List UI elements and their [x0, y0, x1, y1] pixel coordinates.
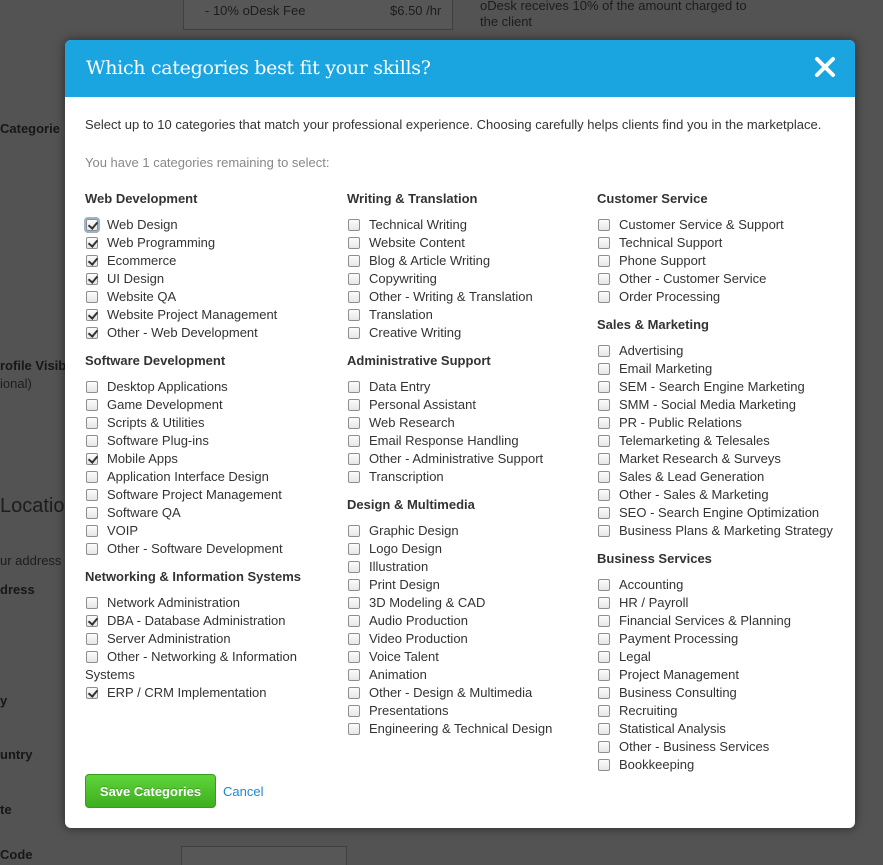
checkbox-unchecked[interactable] [598, 687, 610, 699]
category-option-label: Recruiting [619, 703, 678, 718]
category-option-label: Technical Writing [369, 217, 468, 232]
checkbox-unchecked[interactable] [598, 399, 610, 411]
category-option[interactable] [597, 504, 847, 522]
category-option[interactable] [347, 630, 587, 648]
category-option-label: Engineering & Technical Design [369, 721, 553, 736]
category-option[interactable] [597, 738, 847, 756]
checkbox-unchecked[interactable] [86, 381, 98, 393]
checkbox-unchecked[interactable] [348, 723, 360, 735]
category-option[interactable] [597, 414, 847, 432]
category-option[interactable] [597, 702, 847, 720]
category-option-label: Print Design [369, 577, 440, 592]
category-option-label: Application Interface Design [107, 469, 269, 484]
category-group-title: Networking & Information Systems [85, 569, 301, 584]
checkbox-unchecked[interactable] [598, 651, 610, 663]
checkbox-unchecked[interactable] [598, 579, 610, 591]
category-option[interactable] [85, 216, 325, 234]
category-group [347, 496, 587, 738]
checkbox-unchecked[interactable] [86, 633, 98, 645]
checkbox-unchecked[interactable] [598, 507, 610, 519]
category-option-label: Web Programming [107, 235, 216, 250]
category-option[interactable] [597, 666, 847, 684]
category-option-label: Business Plans & Marketing Strategy [619, 523, 833, 538]
checkbox-unchecked[interactable] [598, 435, 610, 447]
checkbox-unchecked[interactable] [598, 597, 610, 609]
category-option-label: Market Research & Surveys [619, 451, 781, 466]
checkbox-unchecked[interactable] [348, 561, 360, 573]
checkbox-unchecked[interactable] [348, 471, 360, 483]
checkbox-unchecked[interactable] [598, 471, 610, 483]
categories-dialog [65, 40, 855, 828]
checkbox-unchecked[interactable] [348, 543, 360, 555]
checkbox-unchecked[interactable] [598, 417, 610, 429]
category-option-label: Logo Design [369, 541, 442, 556]
checkbox-unchecked[interactable] [348, 579, 360, 591]
category-option-label: Web Research [369, 415, 455, 430]
category-group [597, 550, 847, 774]
category-option-label: Payment Processing [619, 631, 739, 646]
checkbox-unchecked[interactable] [598, 381, 610, 393]
checkbox-unchecked[interactable] [348, 597, 360, 609]
checkbox-unchecked[interactable] [348, 525, 360, 537]
category-option-label: Network Administration [107, 595, 240, 610]
category-option[interactable] [597, 234, 847, 252]
checkbox-unchecked[interactable] [348, 669, 360, 681]
checkbox-unchecked[interactable] [598, 291, 610, 303]
category-option[interactable] [347, 540, 587, 558]
category-option-label: Bookkeeping [619, 757, 695, 772]
checkbox-unchecked[interactable] [86, 417, 98, 429]
checkbox-unchecked[interactable] [348, 435, 360, 447]
category-option[interactable] [347, 216, 587, 234]
category-option[interactable] [85, 450, 325, 468]
category-option-label: Legal [619, 649, 651, 664]
checkbox-unchecked[interactable] [598, 741, 610, 753]
category-option-label: Voice Talent [369, 649, 439, 664]
category-option-label: Other - Design & Multimedia [369, 685, 533, 700]
category-option-label: Other - Sales & Marketing [619, 487, 769, 502]
category-option[interactable] [85, 540, 325, 558]
checkbox-unchecked[interactable] [86, 651, 98, 663]
checkbox-checked[interactable] [86, 453, 98, 465]
category-option-label: Animation [369, 667, 427, 682]
category-group [597, 190, 847, 306]
checkbox-unchecked[interactable] [598, 705, 610, 717]
checkbox-unchecked[interactable] [348, 309, 360, 321]
checkbox-unchecked[interactable] [348, 327, 360, 339]
category-option-label: Translation [369, 307, 433, 322]
category-column-1 [85, 190, 325, 712]
category-option[interactable] [347, 612, 587, 630]
remaining-count: You have 1 categories remaining to select: [85, 155, 330, 170]
category-option[interactable] [85, 432, 325, 450]
category-option[interactable] [597, 576, 847, 594]
category-option-label: SEM - Search Engine Marketing [619, 379, 805, 394]
category-group [347, 190, 587, 342]
checkbox-unchecked[interactable] [348, 273, 360, 285]
checkbox-unchecked[interactable] [598, 363, 610, 375]
category-option-label: Sales & Lead Generation [619, 469, 765, 484]
category-option-label: Other - Customer Service [619, 271, 767, 286]
category-option[interactable] [597, 612, 847, 630]
category-option-label: Audio Production [369, 613, 469, 628]
category-option[interactable] [597, 252, 847, 270]
category-option-label: Other - Business Services [619, 739, 770, 754]
category-group [85, 352, 325, 558]
category-option-label: Illustration [369, 559, 429, 574]
category-option[interactable] [347, 666, 587, 684]
category-option-label: Ecommerce [107, 253, 177, 268]
checkbox-unchecked[interactable] [86, 291, 98, 303]
checkbox-unchecked[interactable] [598, 273, 610, 285]
category-option[interactable] [347, 594, 587, 612]
category-option-label: Order Processing [619, 289, 721, 304]
category-option-label: Data Entry [369, 379, 431, 394]
category-option-label: Project Management [619, 667, 739, 682]
category-group-title: Sales & Marketing [597, 317, 709, 332]
category-option-label: Other - Software Development [107, 541, 283, 556]
category-option-label: Scripts & Utilities [107, 415, 205, 430]
category-option-label: Website QA [107, 289, 177, 304]
category-option-label: Transcription [369, 469, 444, 484]
checkbox-unchecked[interactable] [348, 399, 360, 411]
category-option[interactable] [597, 432, 847, 450]
category-option[interactable] [85, 648, 325, 684]
category-option[interactable] [85, 324, 325, 342]
checkbox-unchecked[interactable] [348, 237, 360, 249]
checkbox-unchecked[interactable] [86, 435, 98, 447]
checkbox-unchecked[interactable] [86, 471, 98, 483]
category-option-label: Copywriting [369, 271, 437, 286]
category-option-label: Phone Support [619, 253, 706, 268]
checkbox-unchecked[interactable] [86, 597, 98, 609]
category-option-label: Software Plug-ins [107, 433, 209, 448]
category-option-label: Statistical Analysis [619, 721, 726, 736]
checkbox-unchecked[interactable] [598, 255, 610, 267]
category-option[interactable] [85, 252, 325, 270]
checkbox-unchecked[interactable] [86, 543, 98, 555]
checkbox-unchecked[interactable] [598, 345, 610, 357]
category-option-label: Presentations [369, 703, 449, 718]
category-option[interactable] [347, 522, 587, 540]
category-option[interactable] [347, 576, 587, 594]
category-option-label: Business Consulting [619, 685, 737, 700]
category-option-label: Telemarketing & Telesales [619, 433, 770, 448]
cancel-link[interactable]: Cancel [223, 784, 264, 799]
category-option[interactable] [347, 468, 587, 486]
category-option-label: Personal Assistant [369, 397, 476, 412]
checkbox-checked[interactable] [86, 219, 98, 231]
checkbox-unchecked[interactable] [598, 525, 610, 537]
category-option-label: Other - Web Development [107, 325, 258, 340]
category-option[interactable] [347, 396, 587, 414]
checkbox-unchecked[interactable] [348, 687, 360, 699]
category-option[interactable] [347, 558, 587, 576]
checkbox-checked[interactable] [86, 237, 98, 249]
category-option-label: Graphic Design [369, 523, 459, 538]
category-option[interactable] [597, 630, 847, 648]
checkbox-checked[interactable] [86, 255, 98, 267]
category-option[interactable] [597, 468, 847, 486]
category-group-title: Business Services [597, 551, 712, 566]
category-option[interactable] [347, 702, 587, 720]
category-column-3 [597, 190, 847, 784]
category-group-title: Design & Multimedia [347, 497, 475, 512]
category-option-label: HR / Payroll [619, 595, 689, 610]
category-option[interactable] [85, 396, 325, 414]
category-option[interactable] [85, 234, 325, 252]
category-option[interactable] [597, 288, 847, 306]
category-option[interactable] [347, 432, 587, 450]
category-option[interactable] [85, 522, 325, 540]
checkbox-unchecked[interactable] [348, 453, 360, 465]
category-option[interactable] [597, 270, 847, 288]
dialog-header [65, 40, 855, 97]
category-option-label: Mobile Apps [107, 451, 178, 466]
category-option-label: Technical Support [619, 235, 723, 250]
checkbox-unchecked[interactable] [598, 723, 610, 735]
checkbox-unchecked[interactable] [348, 219, 360, 231]
save-categories-button[interactable]: Save Categories [85, 774, 216, 808]
category-option[interactable] [85, 630, 325, 648]
dialog-intro: Select up to 10 categories that match your professional experience. Choosing carefully helps clients find you in the marketplace. [85, 117, 822, 132]
category-option[interactable] [85, 378, 325, 396]
checkbox-unchecked[interactable] [598, 453, 610, 465]
category-option-label: Advertising [619, 343, 684, 358]
category-option-label: Software QA [107, 505, 181, 520]
category-column-2 [347, 190, 587, 748]
category-option[interactable] [347, 270, 587, 288]
category-option[interactable] [85, 594, 325, 612]
category-option-label: Website Content [369, 235, 465, 250]
category-option-label: Video Production [369, 631, 468, 646]
category-option[interactable] [597, 594, 847, 612]
checkbox-unchecked[interactable] [86, 399, 98, 411]
category-option-label: Server Administration [107, 631, 231, 646]
checkbox-checked[interactable] [86, 327, 98, 339]
checkbox-unchecked[interactable] [348, 633, 360, 645]
category-option[interactable] [347, 234, 587, 252]
checkbox-unchecked[interactable] [348, 651, 360, 663]
checkbox-unchecked[interactable] [348, 255, 360, 267]
category-option[interactable] [347, 684, 587, 702]
category-option[interactable] [347, 450, 587, 468]
category-option-label: Customer Service & Support [619, 217, 784, 232]
category-option[interactable] [85, 306, 325, 324]
checkbox-checked[interactable] [86, 615, 98, 627]
category-option[interactable] [597, 648, 847, 666]
category-option[interactable] [597, 342, 847, 360]
category-option[interactable] [347, 720, 587, 738]
category-option-label: SMM - Social Media Marketing [619, 397, 796, 412]
category-option[interactable] [597, 216, 847, 234]
category-group-title: Administrative Support [347, 353, 491, 368]
category-option[interactable] [347, 378, 587, 396]
category-option-label: Other - Writing & Translation [369, 289, 533, 304]
category-option-label: Software Project Management [107, 487, 282, 502]
category-option[interactable] [597, 486, 847, 504]
category-group-title: Customer Service [597, 191, 708, 206]
category-option-label: DBA - Database Administration [107, 613, 286, 628]
checkbox-unchecked[interactable] [598, 489, 610, 501]
category-option-label: Blog & Article Writing [369, 253, 491, 268]
category-option[interactable] [85, 486, 325, 504]
category-option[interactable] [597, 450, 847, 468]
category-option-label: Web Design [107, 217, 178, 232]
category-option[interactable] [85, 684, 325, 702]
category-option[interactable] [597, 396, 847, 414]
category-option-label: SEO - Search Engine Optimization [619, 505, 820, 520]
category-option[interactable] [597, 360, 847, 378]
checkbox-unchecked[interactable] [598, 633, 610, 645]
category-option[interactable] [597, 756, 847, 774]
category-option-label: Email Response Handling [369, 433, 519, 448]
category-option-label: VOIP [107, 523, 139, 538]
close-button[interactable] [813, 55, 837, 79]
category-option[interactable] [597, 684, 847, 702]
checkbox-unchecked[interactable] [86, 507, 98, 519]
category-group [347, 352, 587, 486]
category-group-title: Web Development [85, 191, 198, 206]
category-option-label: UI Design [107, 271, 165, 286]
category-option-label: Financial Services & Planning [619, 613, 791, 628]
checkbox-unchecked[interactable] [598, 759, 610, 771]
category-group-title: Software Development [85, 353, 226, 368]
checkbox-unchecked[interactable] [598, 615, 610, 627]
category-option[interactable] [347, 414, 587, 432]
category-group [85, 190, 325, 342]
category-group [85, 568, 325, 702]
category-option[interactable] [85, 414, 325, 432]
checkbox-checked[interactable] [86, 273, 98, 285]
category-option-label: ERP / CRM Implementation [107, 685, 267, 700]
checkbox-unchecked[interactable] [598, 219, 610, 231]
category-option[interactable] [85, 288, 325, 306]
category-group-title: Writing & Translation [347, 191, 478, 206]
category-option-label: Email Marketing [619, 361, 713, 376]
category-option[interactable] [85, 504, 325, 522]
category-option[interactable] [347, 324, 587, 342]
category-option-label: Website Project Management [107, 307, 278, 322]
dialog-title: Which categories best fit your skills? [86, 57, 431, 79]
category-option-label: Creative Writing [369, 325, 462, 340]
category-option-label: 3D Modeling & CAD [369, 595, 486, 610]
category-group [597, 316, 847, 540]
checkbox-unchecked[interactable] [348, 291, 360, 303]
checkbox-unchecked[interactable] [86, 489, 98, 501]
category-option[interactable] [597, 720, 847, 738]
category-option-label: Other - Administrative Support [369, 451, 544, 466]
close-icon [813, 55, 837, 79]
category-option[interactable] [85, 612, 325, 630]
checkbox-unchecked[interactable] [598, 237, 610, 249]
category-option[interactable] [347, 306, 587, 324]
category-option[interactable] [85, 468, 325, 486]
category-option[interactable] [347, 288, 587, 306]
category-option-label: Game Development [107, 397, 223, 412]
checkbox-unchecked[interactable] [348, 615, 360, 627]
category-option[interactable] [85, 270, 325, 288]
category-option-label: Other - Networking & Information Systems [85, 649, 298, 682]
checkbox-checked[interactable] [86, 309, 98, 321]
checkbox-unchecked[interactable] [348, 417, 360, 429]
checkbox-unchecked[interactable] [348, 381, 360, 393]
category-option-label: PR - Public Relations [619, 415, 742, 430]
category-option[interactable] [597, 378, 847, 396]
category-option-label: Accounting [619, 577, 684, 592]
category-option-label: Desktop Applications [107, 379, 228, 394]
checkbox-unchecked[interactable] [348, 705, 360, 717]
checkbox-unchecked[interactable] [86, 525, 98, 537]
category-option[interactable] [597, 522, 847, 540]
category-option[interactable] [347, 648, 587, 666]
category-option[interactable] [347, 252, 587, 270]
checkbox-checked[interactable] [86, 687, 98, 699]
checkbox-unchecked[interactable] [598, 669, 610, 681]
